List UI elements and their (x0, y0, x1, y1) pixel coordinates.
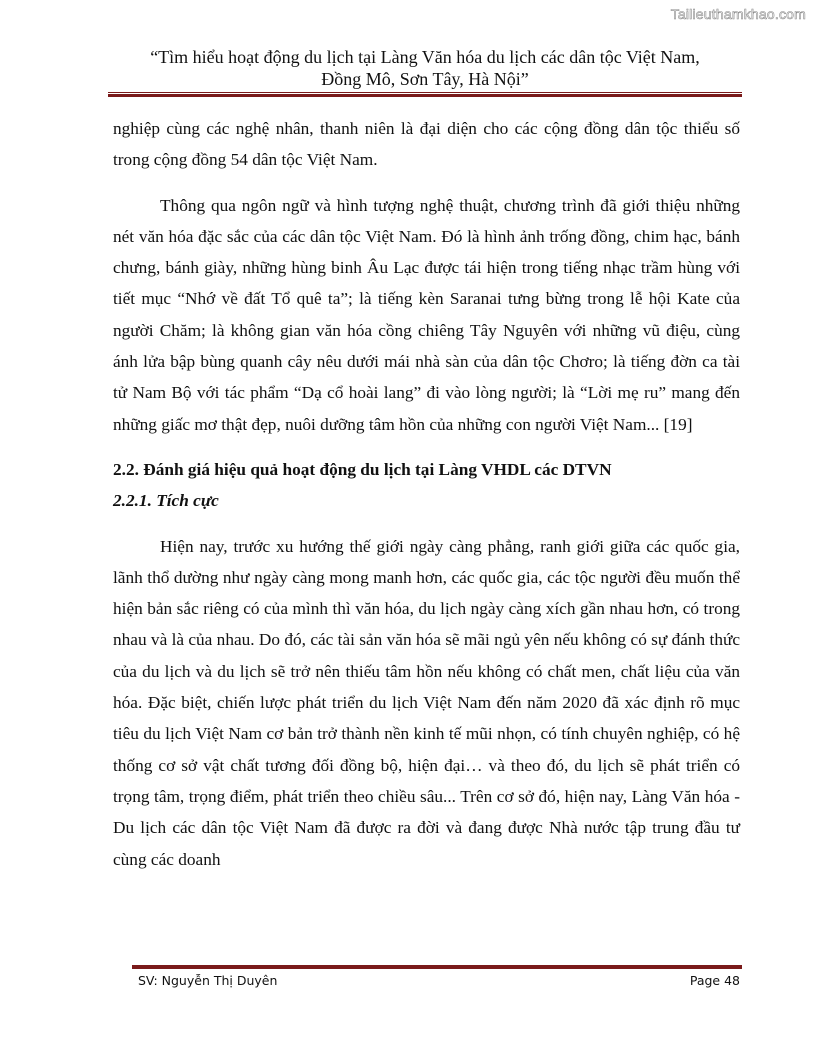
footer-student: SV: Nguyễn Thị Duyên (138, 973, 278, 988)
page-body (113, 113, 740, 875)
footer-rule (132, 964, 742, 969)
header-rule (108, 92, 742, 97)
watermark: Tailieuthamkhao.com (670, 6, 806, 22)
paragraph-3: Hiện nay, trước xu hướng thế giới ngày càng phẳng, ranh giới giữa các quốc gia, lãnh thổ dường như ngày càng mong manh hơn, các quốc gia, các tộc người đều muốn thể hiện bản sắc riêng có của mình thì văn hóa, du lịch ngày càng xích gần nhau hơn, có trong nhau và là của nhau. Do đó, các tài sản văn hóa sẽ mãi ngủ yên nếu không có sự đánh thức của du lịch và du lịch sẽ trở nên thiếu tâm hồn nếu không có chất men, chất liệu của văn hóa. Đặc biệt, chiến lược phát triển du lịch Việt Nam đến năm 2020 đã xác định rõ mục tiêu du lịch Việt Nam cơ bản trở thành nền kinh tế mũi nhọn, có tính chuyên nghiệp, có hệ thống cơ sở vật chất tương đối đồng bộ, hiện đại… và theo đó, du lịch sẽ phát triển có trọng tâm, trọng điểm, phát triển theo chiều sâu... Trên cơ sở đó, hiện nay, Làng Văn hóa - Du lịch các dân tộc Việt Nam đã được ra đời và đang được Nhà nước tập trung đầu tư cùng các doanh (113, 536, 740, 869)
header-line-1: “Tìm hiểu hoạt động du lịch tại Làng Văn hóa du lịch các dân tộc Việt Nam, (150, 47, 700, 67)
header-line-2: Đồng Mô, Sơn Tây, Hà Nội” (321, 69, 529, 89)
paragraph-1: nghiệp cùng các nghệ nhân, thanh niên là đại diện cho các cộng đồng dân tộc thiểu số trong cộng đồng 54 dân tộc Việt Nam. (113, 119, 740, 170)
subsection-heading: 2.2.1. Tích cực (113, 491, 219, 511)
paragraph-2: Thông qua ngôn ngữ và hình tượng nghệ thuật, chương trình đã giới thiệu những nét văn hóa đặc sắc của các dân tộc Việt Nam. Đó là hình ảnh trống đồng, chim hạc, bánh chưng, bánh giày, những hùng binh Âu Lạc được tái hiện trong tiếng nhạc trầm hùng với tiết mục “Nhớ về đất Tổ quê ta”; là tiếng kèn Saranai tưng bừng trong lễ hội Kate của người Chăm; là không gian văn hóa cồng chiêng Tây Nguyên với những vũ điệu, cùng ánh lửa bập bùng quanh cây nêu dưới mái nhà sàn của dân tộc Chơro; là tiếng đờn ca tài tử Nam Bộ với tác phẩm “Dạ cổ hoài lang” đi vào lòng người; là “Lời mẹ ru” mang đến những giấc mơ thật đẹp, nuôi dưỡng tâm hồn của những con người Việt Nam... [19] (113, 195, 740, 434)
running-header (110, 46, 740, 90)
footer-page-number: Page 48 (689, 973, 740, 988)
section-heading: 2.2. Đánh giá hiệu quả hoạt động du lịch tại Làng VHDL các DTVN (113, 459, 612, 479)
